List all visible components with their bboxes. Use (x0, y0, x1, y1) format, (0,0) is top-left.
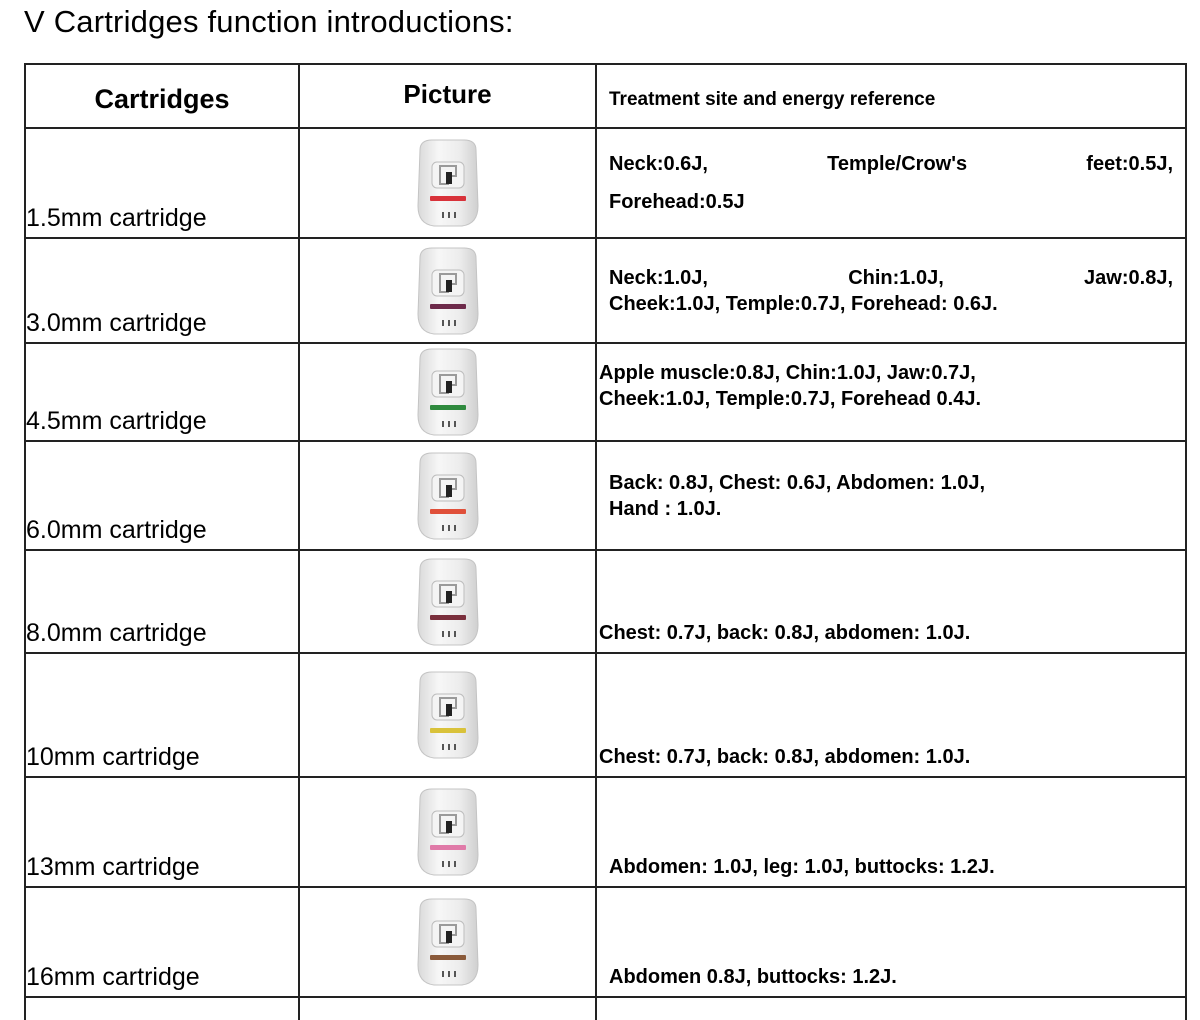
treatment-line: Abdomen 0.8J, buttocks: 1.2J. (609, 966, 897, 988)
cartridge-picture-cell (299, 653, 596, 777)
cartridge-icon (406, 345, 490, 439)
treatment-line: Cheek:1.0J, Temple:0.7J, Forehead 0.4J. (599, 388, 982, 410)
cartridge-size-cell: 4.5mm cartridge (25, 343, 299, 441)
table-row (25, 128, 1186, 238)
cartridge-size-cell: 10mm cartridge (25, 653, 299, 777)
cartridge-size-cell: 3.0mm cartridge (25, 238, 299, 343)
table-row (25, 441, 1186, 550)
treatment-line: Chest: 0.7J, back: 0.8J, abdomen: 1.0J. (599, 622, 971, 644)
treatment-cell (596, 128, 1186, 238)
table-row (25, 653, 1186, 777)
cartridge-icon (406, 449, 490, 543)
treatment-line: Forehead:0.5J (609, 191, 745, 213)
treatment-line: Neck:0.6J, Temple/Crow's feet:0.5J, (609, 153, 1173, 175)
treatment-cell (596, 238, 1186, 343)
treatment-line: Back: 0.8J, Chest: 0.6J, Abdomen: 1.0J, (609, 471, 986, 494)
cartridge-size-cell: 1.5mm cartridge (25, 128, 299, 238)
footer-cell (299, 997, 596, 1020)
cartridge-picture-cell (299, 238, 596, 343)
table-footer-row (25, 997, 1186, 1020)
header-picture: Picture (299, 64, 596, 128)
treatment-cell (596, 441, 1186, 550)
cartridge-icon (406, 136, 490, 230)
footer-cell (596, 997, 1186, 1020)
cartridge-picture-cell (299, 441, 596, 550)
page-title: V Cartridges function introductions: (24, 4, 514, 39)
treatment-line: Cheek:1.0J, Temple:0.7J, Forehead: 0.6J. (609, 292, 998, 315)
treatment-line: Hand : 1.0J. (609, 497, 722, 520)
treatment-line: Apple muscle:0.8J, Chin:1.0J, Jaw:0.7J, (599, 362, 976, 384)
treatment-cell (596, 777, 1186, 887)
cartridge-picture-cell (299, 128, 596, 238)
cartridge-picture-cell (299, 343, 596, 441)
table-row (25, 777, 1186, 887)
cartridge-picture-cell (299, 887, 596, 997)
treatment-cell (596, 887, 1186, 997)
cartridge-icon (406, 668, 490, 762)
cartridge-size-cell: 16mm cartridge (25, 887, 299, 997)
cartridge-size-cell: 6.0mm cartridge (25, 441, 299, 550)
treatment-line: Neck:1.0J, Chin:1.0J, Jaw:0.8J, (609, 266, 1173, 289)
header-cartridges: Cartridges (25, 64, 299, 128)
cartridge-table (24, 63, 1187, 1020)
table-row (25, 343, 1186, 441)
cartridge-size-cell: 8.0mm cartridge (25, 550, 299, 653)
cartridge-picture-cell (299, 777, 596, 887)
table-row (25, 550, 1186, 653)
treatment-cell (596, 343, 1186, 441)
table-row (25, 887, 1186, 997)
cartridge-size-cell: 13mm cartridge (25, 777, 299, 887)
cartridge-icon (406, 895, 490, 989)
treatment-cell (596, 653, 1186, 777)
table-row (25, 238, 1186, 343)
cartridge-icon (406, 785, 490, 879)
treatment-line: Abdomen: 1.0J, leg: 1.0J, buttocks: 1.2J. (609, 856, 995, 878)
header-treatment: Treatment site and energy reference (596, 64, 1186, 128)
treatment-cell (596, 550, 1186, 653)
treatment-line: Chest: 0.7J, back: 0.8J, abdomen: 1.0J. (599, 746, 971, 768)
cartridge-picture-cell (299, 550, 596, 653)
cartridge-icon (406, 555, 490, 649)
cartridge-icon (406, 244, 490, 338)
footer-cell (25, 997, 299, 1020)
table-header-row (25, 64, 1186, 128)
